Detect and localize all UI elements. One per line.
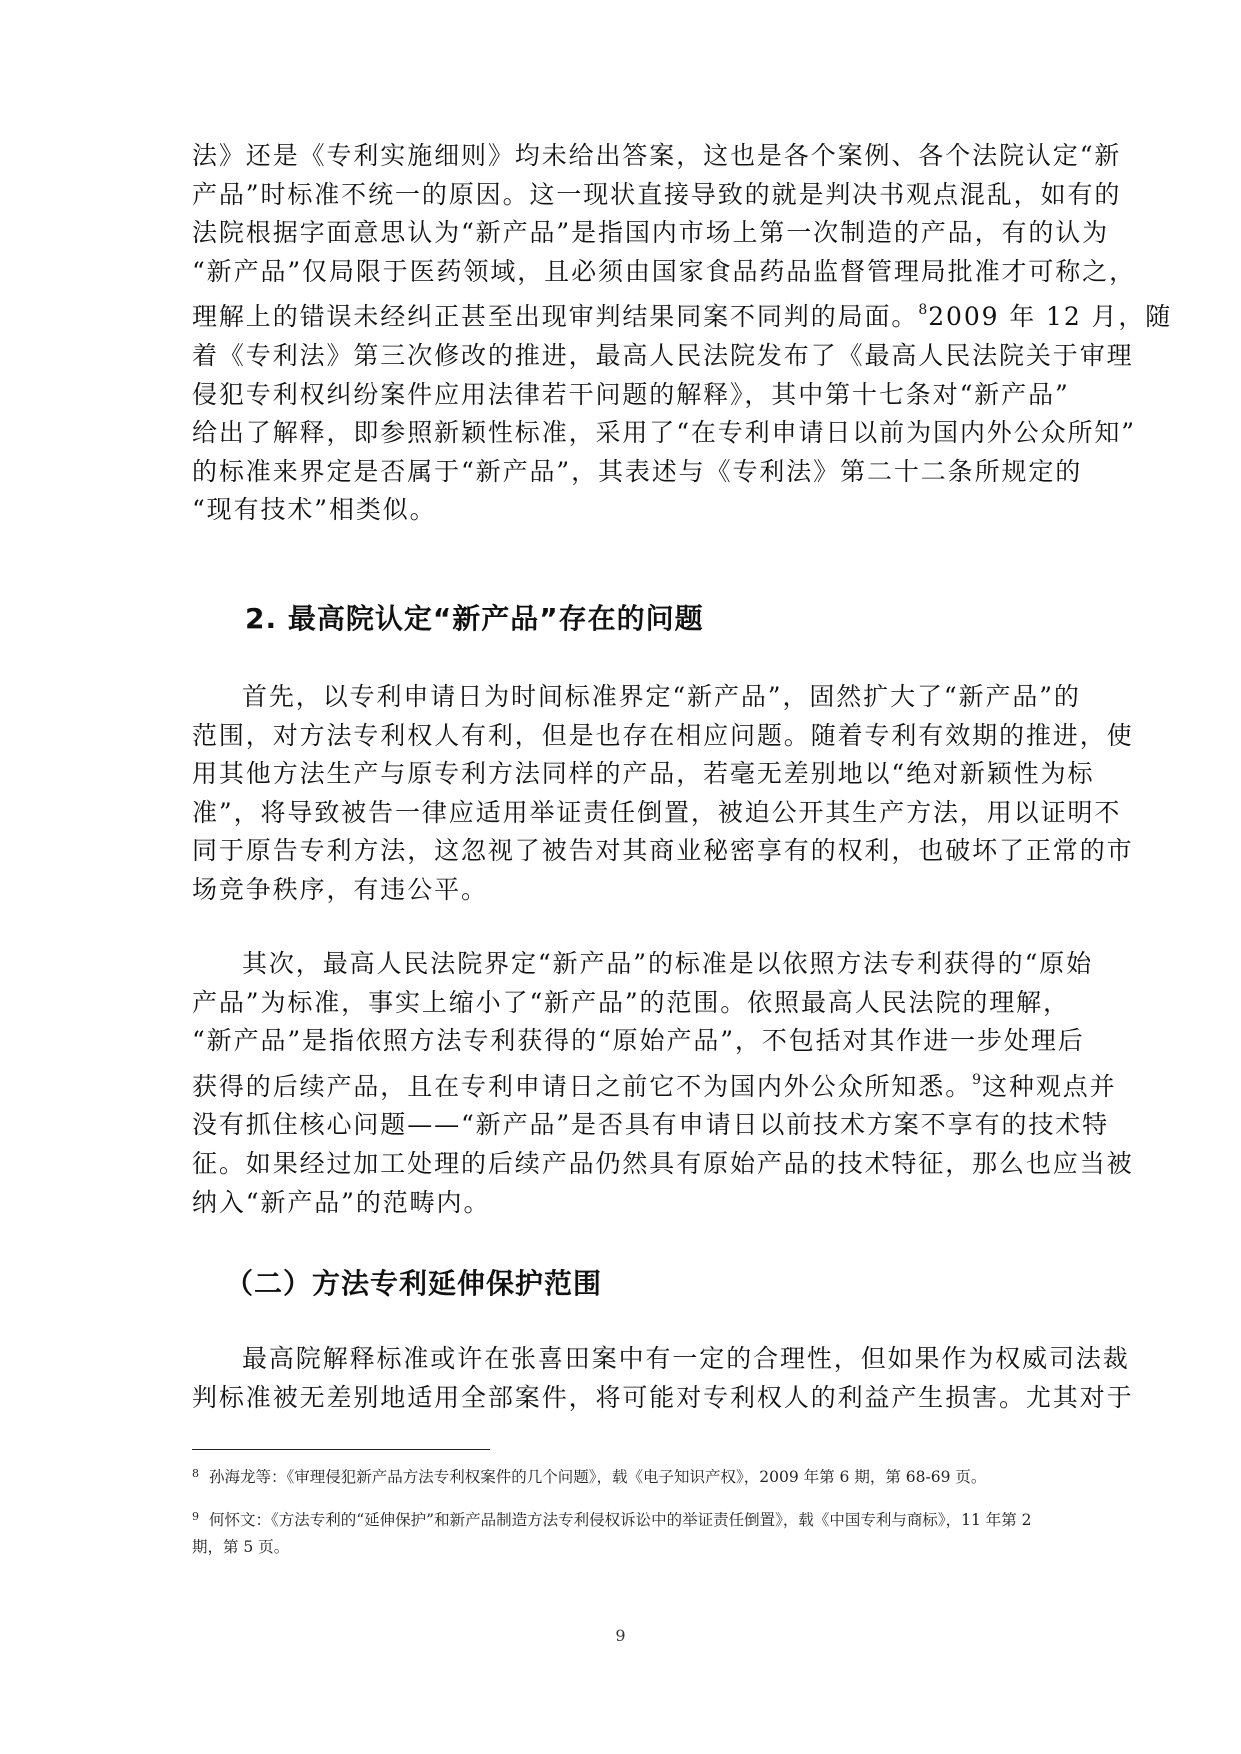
footnote-text: 何怀文：《方法专利的“延伸保护”和新产品制造方法专利侵权诉讼中的举证责任倒置》，载《中国专利与商标》，11 年第 2 期，第 5 页。 [192, 1511, 1032, 1556]
text-line: 场竞争秩序，有违公平。 [192, 874, 488, 904]
footnotes [192, 1460, 1062, 1561]
text-fragment: 获得的后续产品，且在专利申请日之前它不为国内外公众所知悉。 [192, 1071, 973, 1101]
footnote-separator [192, 1449, 490, 1450]
text-line: 准”，将导致被告一律应适用举证责任倒置，被迫公开其生产方法，用以证明不 [192, 797, 1122, 827]
text-fragment: 2009 年 12 月，随 [928, 302, 1173, 332]
text-line: “现有技术”相类似。 [192, 495, 437, 525]
text-line: 侵犯专利权纠纷案件应用法律若干问题的解释》，其中第十七条对“新产品” [192, 379, 1070, 409]
section-heading: 2. 最高院认定“新产品”存在的问题 [245, 602, 704, 635]
text-line: 最高院解释标准或许在张喜田案中有一定的合理性，但如果作为权威司法裁 [242, 1344, 1130, 1373]
text-line: 的标准来界定是否属于“新产品”，其表述与《专利法》第二十二条所规定的 [192, 456, 1083, 486]
text-line: 着《专利法》第三次修改的推进，最高人民法院发布了《最高人民法院关于审理 [192, 340, 1134, 370]
text-line-with-footnote [192, 291, 1173, 337]
paragraph-first [192, 678, 1134, 910]
text-line: 同于原告专利方法，这忽视了被告对其商业秘密享有的权利，也破坏了正常的市 [192, 836, 1134, 866]
footnote-mark: 9 [192, 1510, 199, 1523]
subsection-heading: （二）方法专利延伸保护范围 [225, 1267, 603, 1300]
text-fragment: 这种观点并 [982, 1071, 1117, 1101]
text-line: 首先，以专利申请日为时间标准界定“新产品”，固然扩大了“新产品”的 [242, 682, 1081, 711]
footnote-ref[interactable]: 9 [972, 1071, 982, 1088]
footnote-mark: 8 [192, 1467, 199, 1480]
paragraph-continuation [192, 137, 1173, 530]
text-line: 纳入“新产品”的范畴内。 [192, 1187, 491, 1217]
text-line: 法》还是《专利实施细则》均未给出答案，这也是各个案例、各个法院认定“新 [192, 141, 1122, 170]
page-number: 9 [615, 1626, 626, 1645]
footnote-item [192, 1503, 1062, 1561]
text-line: “新产品”仅局限于医药领域，且必须由国家食品药品监督管理局批准才可称之， [192, 256, 1136, 286]
text-line: 没有抓住核心问题——“新产品”是否具有申请日以前技术方案不享有的技术特 [192, 1110, 1110, 1140]
text-fragment: 理解上的错误未经纠正甚至出现审判结果同案不同判的局面。 [192, 302, 919, 332]
text-line: 产品”时标准不统一的原因。这一现状直接导致的就是判决书观点混乱，如有的 [192, 179, 1122, 209]
text-line: 范围，对方法专利权人有利，但是也存在相应问题。随着专利有效期的推进，使 [192, 720, 1134, 750]
paragraph-second [192, 945, 1134, 1222]
text-line: 给出了解释，即参照新颖性标准，采用了“在专利申请日以前为国内外公众所知” [192, 418, 1136, 448]
text-line: 产品”为标准，事实上缩小了“新产品”的范围。依照最高人民法院的理解， [192, 987, 1070, 1017]
text-line: “新产品”是指依照方法专利获得的“原始产品”，不包括对其作进一步处理后 [192, 1026, 1085, 1056]
text-line-with-footnote [192, 1061, 1117, 1107]
text-line: 征。如果经过加工处理的后续产品仍然具有原始产品的技术特征，那么也应当被 [192, 1148, 1134, 1178]
footnote-text: 孙海龙等：《审理侵犯新产品方法专利权案件的几个问题》，载《电子知识产权》，2009 年第 6 期，第 68-69 页。 [209, 1468, 987, 1486]
footnote-item [192, 1460, 1062, 1491]
footnote-ref[interactable]: 8 [918, 302, 928, 319]
text-line: 判标准被无差别地适用全部案件，将可能对专利权人的利益产生损害。尤其对于 [192, 1382, 1134, 1412]
text-line: 用其他方法生产与原专利方法同样的产品，若毫无差别地以“绝对新颖性为标 [192, 759, 1095, 789]
paragraph-third [192, 1340, 1134, 1417]
text-line: 法院根据字面意思认为“新产品”是指国内市场上第一次制造的产品，有的认为 [192, 218, 1110, 248]
text-line: 其次，最高人民法院界定“新产品”的标准是以依照方法专利获得的“原始 [242, 949, 1094, 978]
